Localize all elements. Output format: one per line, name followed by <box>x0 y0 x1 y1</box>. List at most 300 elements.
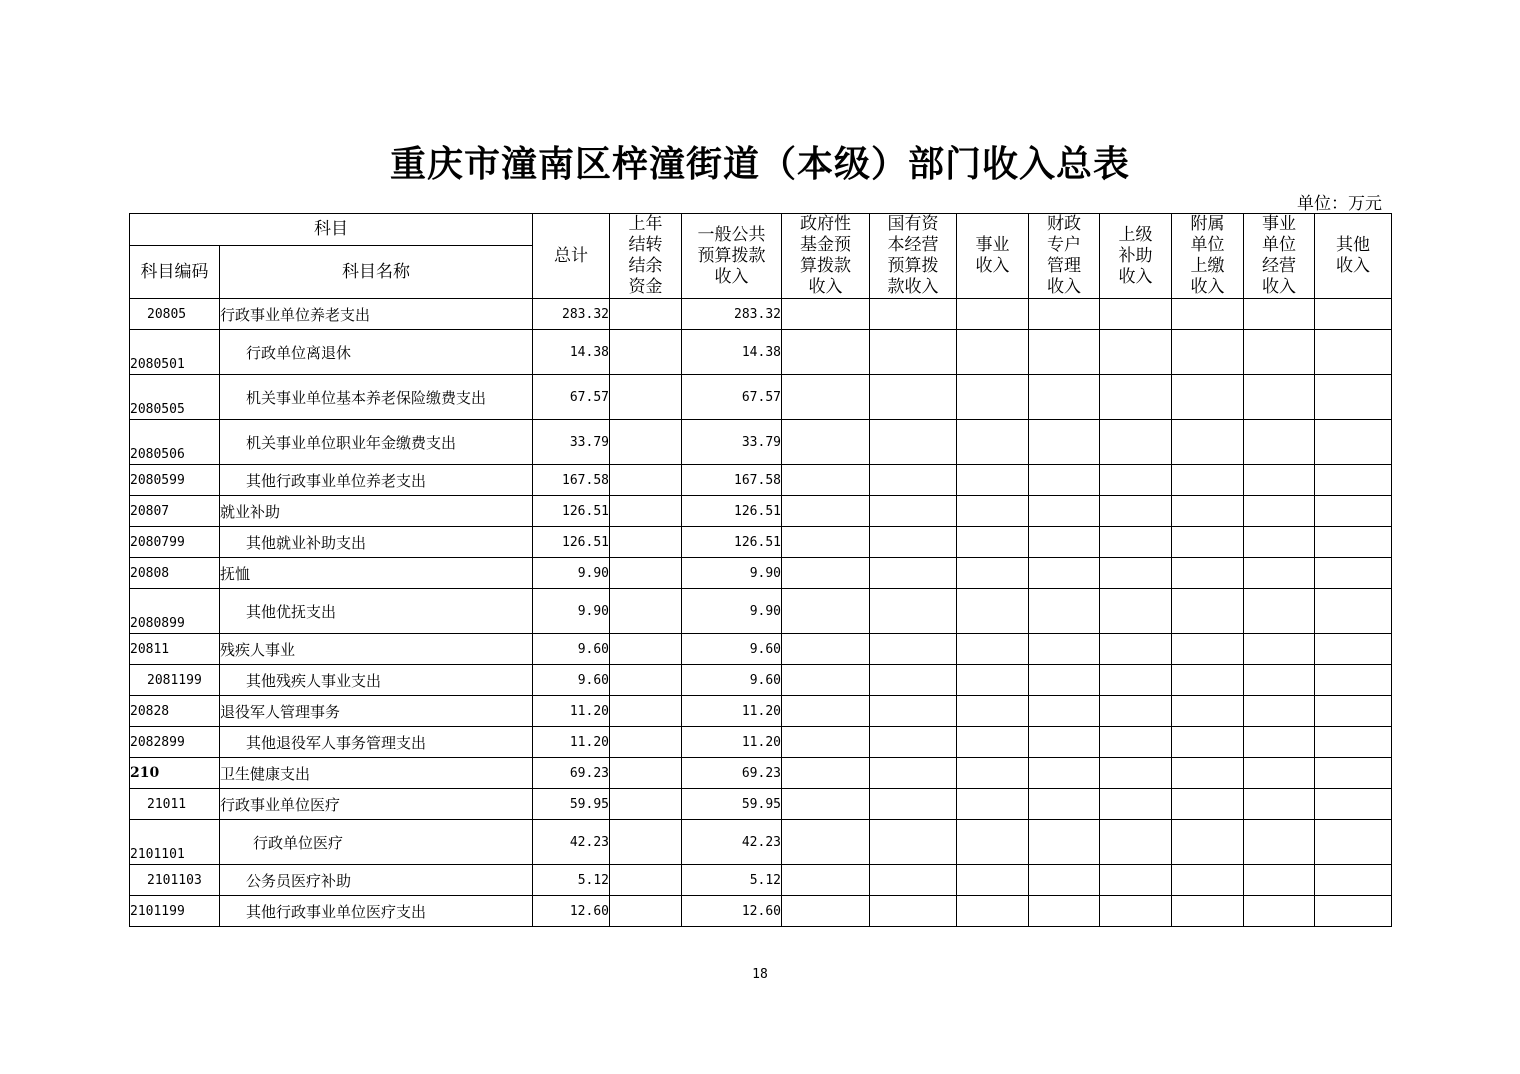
header-line: 政府性 <box>800 214 851 234</box>
empty-cell <box>782 820 870 865</box>
empty-cell <box>1029 299 1100 330</box>
empty-cell <box>1315 330 1392 375</box>
empty-cell <box>610 634 682 665</box>
empty-cell <box>1244 496 1315 527</box>
empty-cell <box>1172 865 1244 896</box>
empty-cell <box>610 758 682 789</box>
header-line: 本经营 <box>887 235 939 255</box>
empty-cell <box>1100 758 1172 789</box>
empty-cell <box>1244 896 1315 927</box>
empty-cell <box>870 420 957 465</box>
total-value: 167.58 <box>533 465 610 496</box>
empty-cell <box>1315 465 1392 496</box>
empty-cell <box>610 896 682 927</box>
empty-cell <box>870 758 957 789</box>
empty-cell <box>957 375 1029 420</box>
header-line: 算拨款 <box>800 256 851 276</box>
empty-cell <box>1100 789 1172 820</box>
empty-cell <box>870 375 957 420</box>
empty-cell <box>782 727 870 758</box>
general-budget-value: 5.12 <box>682 865 782 896</box>
empty-cell <box>1029 789 1100 820</box>
empty-cell <box>1029 820 1100 865</box>
empty-cell <box>870 727 957 758</box>
subject-name: 残疾人事业 <box>220 634 533 665</box>
header-line: 收入 <box>1262 277 1296 297</box>
empty-cell <box>1244 420 1315 465</box>
header-line: 收入 <box>1336 256 1370 276</box>
empty-cell <box>1172 727 1244 758</box>
empty-cell <box>1244 299 1315 330</box>
header-line: 基金预 <box>800 235 851 255</box>
header-line: 预算拨 <box>887 256 939 276</box>
total-value: 126.51 <box>533 496 610 527</box>
total-value: 5.12 <box>533 865 610 896</box>
table-row <box>130 820 1392 865</box>
empty-cell <box>1100 696 1172 727</box>
empty-cell <box>610 496 682 527</box>
empty-cell <box>1244 465 1315 496</box>
empty-cell <box>870 789 957 820</box>
affiliated-unit-header <box>1172 214 1244 299</box>
subject-code: 210 <box>130 758 220 789</box>
empty-cell <box>610 789 682 820</box>
empty-cell <box>610 558 682 589</box>
general-budget-value: 11.20 <box>682 727 782 758</box>
unit-label: 单位：万元 <box>1297 194 1382 214</box>
page-title: 重庆市潼南区梓潼街道（本级）部门收入总表 <box>389 143 1130 185</box>
total-value: 11.20 <box>533 696 610 727</box>
table-row <box>130 527 1392 558</box>
empty-cell <box>1100 465 1172 496</box>
code-header: 科目编码 <box>130 246 220 299</box>
table-row <box>130 589 1392 634</box>
header-line: 资金 <box>628 277 663 297</box>
header-line: 结转 <box>628 235 663 255</box>
empty-cell <box>782 789 870 820</box>
empty-cell <box>782 527 870 558</box>
total-header: 总计 <box>533 214 610 299</box>
subject-name: 公务员医疗补助 <box>220 865 533 896</box>
empty-cell <box>957 465 1029 496</box>
empty-cell <box>870 527 957 558</box>
header-line: 一般公共 <box>697 224 766 245</box>
subject-code: 2080799 <box>130 527 220 558</box>
empty-cell <box>1244 375 1315 420</box>
general-budget-value: 69.23 <box>682 758 782 789</box>
empty-cell <box>1100 299 1172 330</box>
table-row <box>130 865 1392 896</box>
empty-cell <box>1315 558 1392 589</box>
empty-cell <box>782 496 870 527</box>
empty-cell <box>1029 375 1100 420</box>
subject-code: 2101199 <box>130 896 220 927</box>
empty-cell <box>1172 496 1244 527</box>
empty-cell <box>870 865 957 896</box>
empty-cell <box>1029 496 1100 527</box>
total-value: 283.32 <box>533 299 610 330</box>
empty-cell <box>1315 865 1392 896</box>
total-value: 9.90 <box>533 558 610 589</box>
total-value: 67.57 <box>533 375 610 420</box>
subject-name: 其他行政事业单位养老支出 <box>220 465 533 496</box>
header-line: 单位 <box>1190 235 1225 255</box>
general-budget-value: 167.58 <box>682 465 782 496</box>
general-budget-value: 33.79 <box>682 420 782 465</box>
header-line: 单位 <box>1262 235 1296 255</box>
empty-cell <box>957 589 1029 634</box>
table-row <box>130 758 1392 789</box>
empty-cell <box>957 758 1029 789</box>
empty-cell <box>1315 758 1392 789</box>
empty-cell <box>1100 896 1172 927</box>
general-budget-value: 9.60 <box>682 665 782 696</box>
empty-cell <box>1029 420 1100 465</box>
general-budget-value: 9.60 <box>682 634 782 665</box>
table-row <box>130 558 1392 589</box>
empty-cell <box>782 896 870 927</box>
operation-income-header <box>1244 214 1315 299</box>
empty-cell <box>957 496 1029 527</box>
empty-cell <box>1172 299 1244 330</box>
general-budget-value: 283.32 <box>682 299 782 330</box>
empty-cell <box>1029 558 1100 589</box>
subject-code: 2080506 <box>130 420 220 465</box>
header-line: 收入 <box>808 277 843 297</box>
subject-code: 2082899 <box>130 727 220 758</box>
total-value: 33.79 <box>533 420 610 465</box>
empty-cell <box>1029 758 1100 789</box>
header-line: 国有资 <box>887 214 939 234</box>
empty-cell <box>1315 696 1392 727</box>
subject-name: 机关事业单位职业年金缴费支出 <box>220 420 533 465</box>
header-line: 预算拨款 <box>697 245 766 266</box>
empty-cell <box>1100 558 1172 589</box>
empty-cell <box>1315 589 1392 634</box>
fiscal-special-header <box>1029 214 1100 299</box>
header-line: 财政 <box>1047 214 1081 234</box>
empty-cell <box>1172 465 1244 496</box>
empty-cell <box>1315 820 1392 865</box>
empty-cell <box>610 420 682 465</box>
empty-cell <box>1100 727 1172 758</box>
empty-cell <box>1029 634 1100 665</box>
subject-code: 20811 <box>130 634 220 665</box>
subject-name: 抚恤 <box>220 558 533 589</box>
empty-cell <box>870 589 957 634</box>
empty-cell <box>610 665 682 696</box>
empty-cell <box>870 465 957 496</box>
empty-cell <box>870 634 957 665</box>
table-row <box>130 330 1392 375</box>
empty-cell <box>1244 330 1315 375</box>
general-budget-value: 126.51 <box>682 496 782 527</box>
header-line: 事业 <box>1262 214 1296 234</box>
empty-cell <box>610 299 682 330</box>
empty-cell <box>957 865 1029 896</box>
empty-cell <box>782 558 870 589</box>
general-budget-value: 14.38 <box>682 330 782 375</box>
empty-cell <box>1244 696 1315 727</box>
empty-cell <box>782 589 870 634</box>
empty-cell <box>870 496 957 527</box>
empty-cell <box>1100 527 1172 558</box>
table-row <box>130 375 1392 420</box>
empty-cell <box>1172 527 1244 558</box>
empty-cell <box>610 696 682 727</box>
subject-name: 机关事业单位基本养老保险缴费支出 <box>220 375 533 420</box>
empty-cell <box>610 727 682 758</box>
empty-cell <box>957 696 1029 727</box>
empty-cell <box>1100 820 1172 865</box>
empty-cell <box>1244 589 1315 634</box>
empty-cell <box>1315 375 1392 420</box>
general-budget-value: 126.51 <box>682 527 782 558</box>
table-row <box>130 896 1392 927</box>
general-budget-header <box>682 214 782 299</box>
name-header: 科目名称 <box>220 246 533 299</box>
header-line: 附属 <box>1190 214 1225 234</box>
empty-cell <box>957 820 1029 865</box>
empty-cell <box>782 465 870 496</box>
subject-code: 20807 <box>130 496 220 527</box>
empty-cell <box>957 420 1029 465</box>
total-value: 126.51 <box>533 527 610 558</box>
carry-over-header <box>610 214 682 299</box>
subject-code: 20805 <box>130 299 220 330</box>
header-line: 收入 <box>975 256 1010 276</box>
header-line: 款收入 <box>887 277 939 297</box>
subject-name: 其他行政事业单位医疗支出 <box>220 896 533 927</box>
total-value: 14.38 <box>533 330 610 375</box>
subject-header: 科目 <box>130 214 533 246</box>
empty-cell <box>782 634 870 665</box>
empty-cell <box>870 896 957 927</box>
empty-cell <box>1029 865 1100 896</box>
empty-cell <box>610 820 682 865</box>
empty-cell <box>782 299 870 330</box>
empty-cell <box>782 696 870 727</box>
table-row <box>130 496 1392 527</box>
superior-subsidy-header <box>1100 214 1172 299</box>
empty-cell <box>1244 665 1315 696</box>
table-row <box>130 634 1392 665</box>
empty-cell <box>957 558 1029 589</box>
empty-cell <box>1172 758 1244 789</box>
empty-cell <box>1315 727 1392 758</box>
empty-cell <box>1172 330 1244 375</box>
general-budget-value: 9.90 <box>682 589 782 634</box>
empty-cell <box>1100 330 1172 375</box>
empty-cell <box>1315 665 1392 696</box>
subject-name: 行政事业单位养老支出 <box>220 299 533 330</box>
empty-cell <box>870 665 957 696</box>
empty-cell <box>1315 527 1392 558</box>
table-row <box>130 465 1392 496</box>
state-capital-header <box>870 214 957 299</box>
header-line: 其他 <box>1336 235 1370 255</box>
other-income-header <box>1315 214 1392 299</box>
subject-code: 20808 <box>130 558 220 589</box>
empty-cell <box>1244 789 1315 820</box>
empty-cell <box>1244 758 1315 789</box>
empty-cell <box>1172 896 1244 927</box>
empty-cell <box>1100 375 1172 420</box>
subject-name: 其他残疾人事业支出 <box>220 665 533 696</box>
empty-cell <box>1172 696 1244 727</box>
subject-name: 其他就业补助支出 <box>220 527 533 558</box>
subject-name: 退役军人管理事务 <box>220 696 533 727</box>
header-line: 管理 <box>1047 256 1081 276</box>
table-row <box>130 420 1392 465</box>
empty-cell <box>957 299 1029 330</box>
total-value: 12.60 <box>533 896 610 927</box>
empty-cell <box>957 330 1029 375</box>
general-budget-value: 12.60 <box>682 896 782 927</box>
empty-cell <box>610 589 682 634</box>
empty-cell <box>1244 727 1315 758</box>
total-value: 11.20 <box>533 727 610 758</box>
total-value: 69.23 <box>533 758 610 789</box>
empty-cell <box>1315 299 1392 330</box>
empty-cell <box>1172 820 1244 865</box>
empty-cell <box>1244 820 1315 865</box>
empty-cell <box>1315 789 1392 820</box>
empty-cell <box>957 896 1029 927</box>
empty-cell <box>1172 665 1244 696</box>
empty-cell <box>870 820 957 865</box>
empty-cell <box>1029 465 1100 496</box>
subject-code: 2080899 <box>130 589 220 634</box>
header-line: 收入 <box>1190 277 1225 297</box>
total-value: 59.95 <box>533 789 610 820</box>
total-value: 9.90 <box>533 589 610 634</box>
empty-cell <box>1172 558 1244 589</box>
header-line: 结余 <box>628 256 663 276</box>
header-line: 专户 <box>1047 235 1081 255</box>
header-line: 补助 <box>1118 245 1153 266</box>
empty-cell <box>957 665 1029 696</box>
empty-cell <box>782 330 870 375</box>
empty-cell <box>1172 634 1244 665</box>
empty-cell <box>1315 496 1392 527</box>
table-row <box>130 665 1392 696</box>
empty-cell <box>1100 865 1172 896</box>
empty-cell <box>870 696 957 727</box>
empty-cell <box>610 465 682 496</box>
general-budget-value: 59.95 <box>682 789 782 820</box>
subject-code: 2080505 <box>130 375 220 420</box>
subject-code: 20828 <box>130 696 220 727</box>
empty-cell <box>782 758 870 789</box>
page-number: 18 <box>752 967 768 982</box>
empty-cell <box>957 727 1029 758</box>
empty-cell <box>782 665 870 696</box>
header-line: 上缴 <box>1190 256 1225 276</box>
empty-cell <box>1029 527 1100 558</box>
subject-name: 就业补助 <box>220 496 533 527</box>
header-line: 上年 <box>628 214 663 234</box>
empty-cell <box>782 420 870 465</box>
subject-code: 2101101 <box>130 820 220 865</box>
empty-cell <box>1029 665 1100 696</box>
empty-cell <box>957 527 1029 558</box>
subject-name: 行政单位医疗 <box>220 820 533 865</box>
empty-cell <box>1244 865 1315 896</box>
empty-cell <box>1172 420 1244 465</box>
empty-cell <box>1029 330 1100 375</box>
header-line: 上级 <box>1118 224 1153 245</box>
table-row <box>130 299 1392 330</box>
subject-name: 卫生健康支出 <box>220 758 533 789</box>
subject-code: 21011 <box>130 789 220 820</box>
subject-code: 2080501 <box>130 330 220 375</box>
subject-name: 行政事业单位医疗 <box>220 789 533 820</box>
empty-cell <box>1172 589 1244 634</box>
empty-cell <box>870 330 957 375</box>
table-row <box>130 789 1392 820</box>
business-income-header <box>957 214 1029 299</box>
subject-name: 其他退役军人事务管理支出 <box>220 727 533 758</box>
empty-cell <box>870 299 957 330</box>
empty-cell <box>610 865 682 896</box>
subject-code: 2101103 <box>130 865 220 896</box>
table-row <box>130 696 1392 727</box>
income-summary-table <box>129 213 1392 927</box>
empty-cell <box>1172 375 1244 420</box>
empty-cell <box>782 865 870 896</box>
empty-cell <box>1100 496 1172 527</box>
subject-code: 2081199 <box>130 665 220 696</box>
general-budget-value: 11.20 <box>682 696 782 727</box>
empty-cell <box>1244 527 1315 558</box>
general-budget-value: 9.90 <box>682 558 782 589</box>
empty-cell <box>1029 896 1100 927</box>
header-line: 收入 <box>1047 277 1081 297</box>
empty-cell <box>1029 696 1100 727</box>
total-value: 9.60 <box>533 634 610 665</box>
empty-cell <box>1172 789 1244 820</box>
empty-cell <box>1100 665 1172 696</box>
empty-cell <box>1315 634 1392 665</box>
empty-cell <box>1244 634 1315 665</box>
total-value: 42.23 <box>533 820 610 865</box>
subject-name: 其他优抚支出 <box>220 589 533 634</box>
general-budget-value: 42.23 <box>682 820 782 865</box>
empty-cell <box>1100 634 1172 665</box>
total-value: 9.60 <box>533 665 610 696</box>
empty-cell <box>1244 558 1315 589</box>
empty-cell <box>1315 420 1392 465</box>
empty-cell <box>1315 896 1392 927</box>
gov-fund-header <box>782 214 870 299</box>
empty-cell <box>610 330 682 375</box>
empty-cell <box>1100 420 1172 465</box>
empty-cell <box>782 375 870 420</box>
table-row <box>130 727 1392 758</box>
header-line: 收入 <box>1118 266 1153 287</box>
empty-cell <box>610 527 682 558</box>
empty-cell <box>870 558 957 589</box>
header-line: 事业 <box>975 235 1010 255</box>
subject-code: 2080599 <box>130 465 220 496</box>
empty-cell <box>1029 589 1100 634</box>
empty-cell <box>610 375 682 420</box>
general-budget-value: 67.57 <box>682 375 782 420</box>
subject-name: 行政单位离退休 <box>220 330 533 375</box>
empty-cell <box>957 789 1029 820</box>
header-line: 收入 <box>714 266 749 287</box>
